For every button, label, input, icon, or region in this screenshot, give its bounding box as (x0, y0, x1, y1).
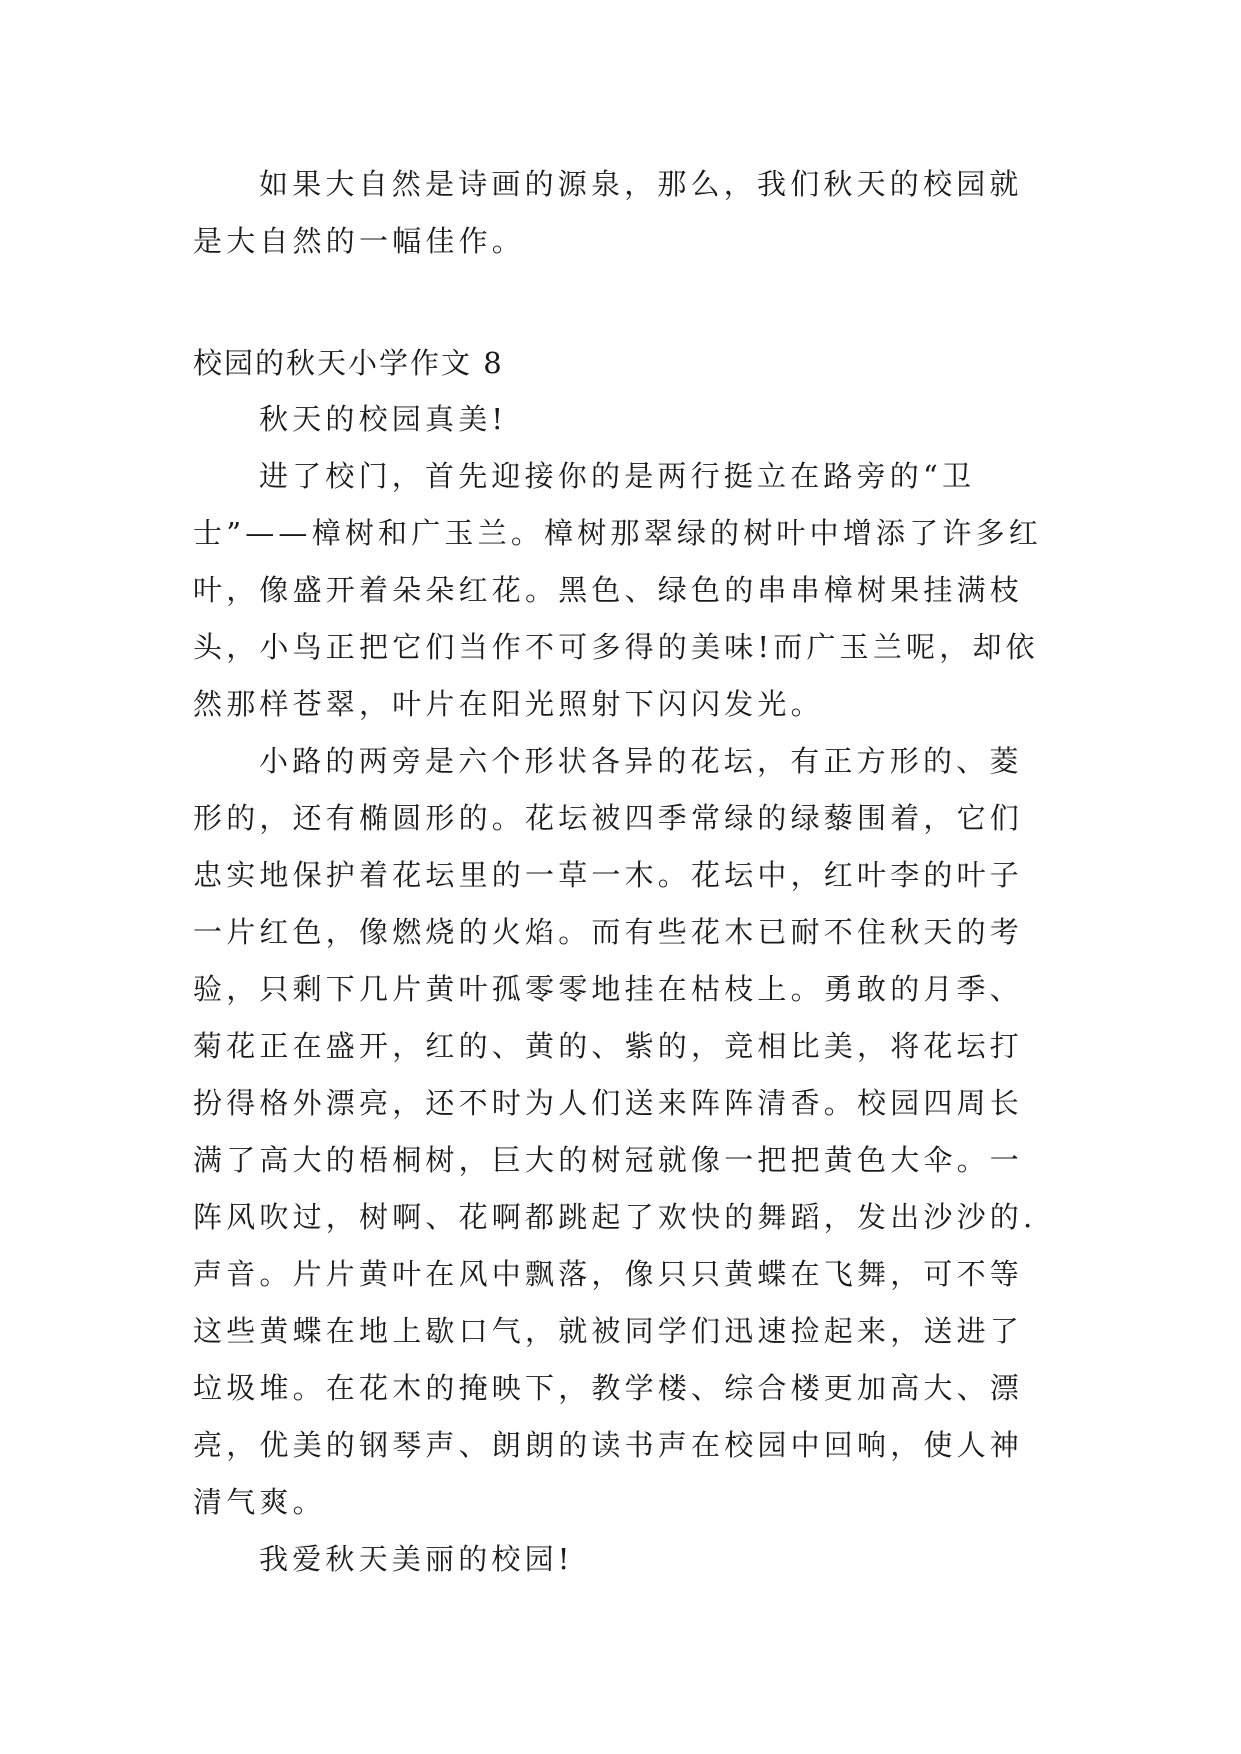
essay-paragraph-4: 我爱秋天美丽的校园! (259, 1542, 574, 1576)
essay-heading-section (193, 335, 1053, 392)
essay-title: 校园的秋天小学作文 8 (193, 346, 504, 380)
essay-body (193, 391, 1053, 1588)
intro-section (193, 156, 1053, 270)
essay-paragraph-2: 进了校门，首先迎接你的是两行挺立在路旁的“卫士”——樟树和广玉兰。樟树那翠绿的树叶中增添了许多红叶，像盛开着朵朵红花。黑色、绿色的串串樟树果挂满枝头，小鸟正把它们当作不可多得的美味!而广玉兰呢，却依然那样苍翠，叶片在阳光照射下闪闪发光。 (193, 459, 1043, 721)
essay-paragraph-1: 秋天的校园真美! (259, 402, 508, 436)
intro-paragraph: 如果大自然是诗画的源泉，那么，我们秋天的校园就是大自然的一幅佳作。 (193, 167, 1023, 258)
essay-paragraph-3: 小路的两旁是六个形状各异的花坛，有正方形的、菱形的，还有椭圆形的。花坛被四季常绿的绿藜围着，它们忠实地保护着花坛里的一草一木。花坛中，红叶李的叶子一片红色，像燃烧的火焰。而有些花木已耐不住秋天的考验，只剩下几片黄叶孤零零地挂在枯枝上。勇敢的月季、菊花正在盛开，红的、黄的、紫的，竞相比美，将花坛打扮得格外漂亮，还不时为人们送来阵阵清香。校园四周长满了高大的梧桐树，巨大的树冠就像一把把黄色大伞。一阵风吹过，树啊、花啊都跳起了欢快的舞蹈，发出沙沙的.声音。片片黄叶在风中飘落，像只只黄蝶在飞舞，可不等这些黄蝶在地上歇口气，就被同学们迅速捡起来，送进了垃圾堆。在花木的掩映下，教学楼、综合楼更加高大、漂亮，优美的钢琴声、朗朗的读书声在校园中回响，使人神清气爽。 (193, 744, 1037, 1519)
